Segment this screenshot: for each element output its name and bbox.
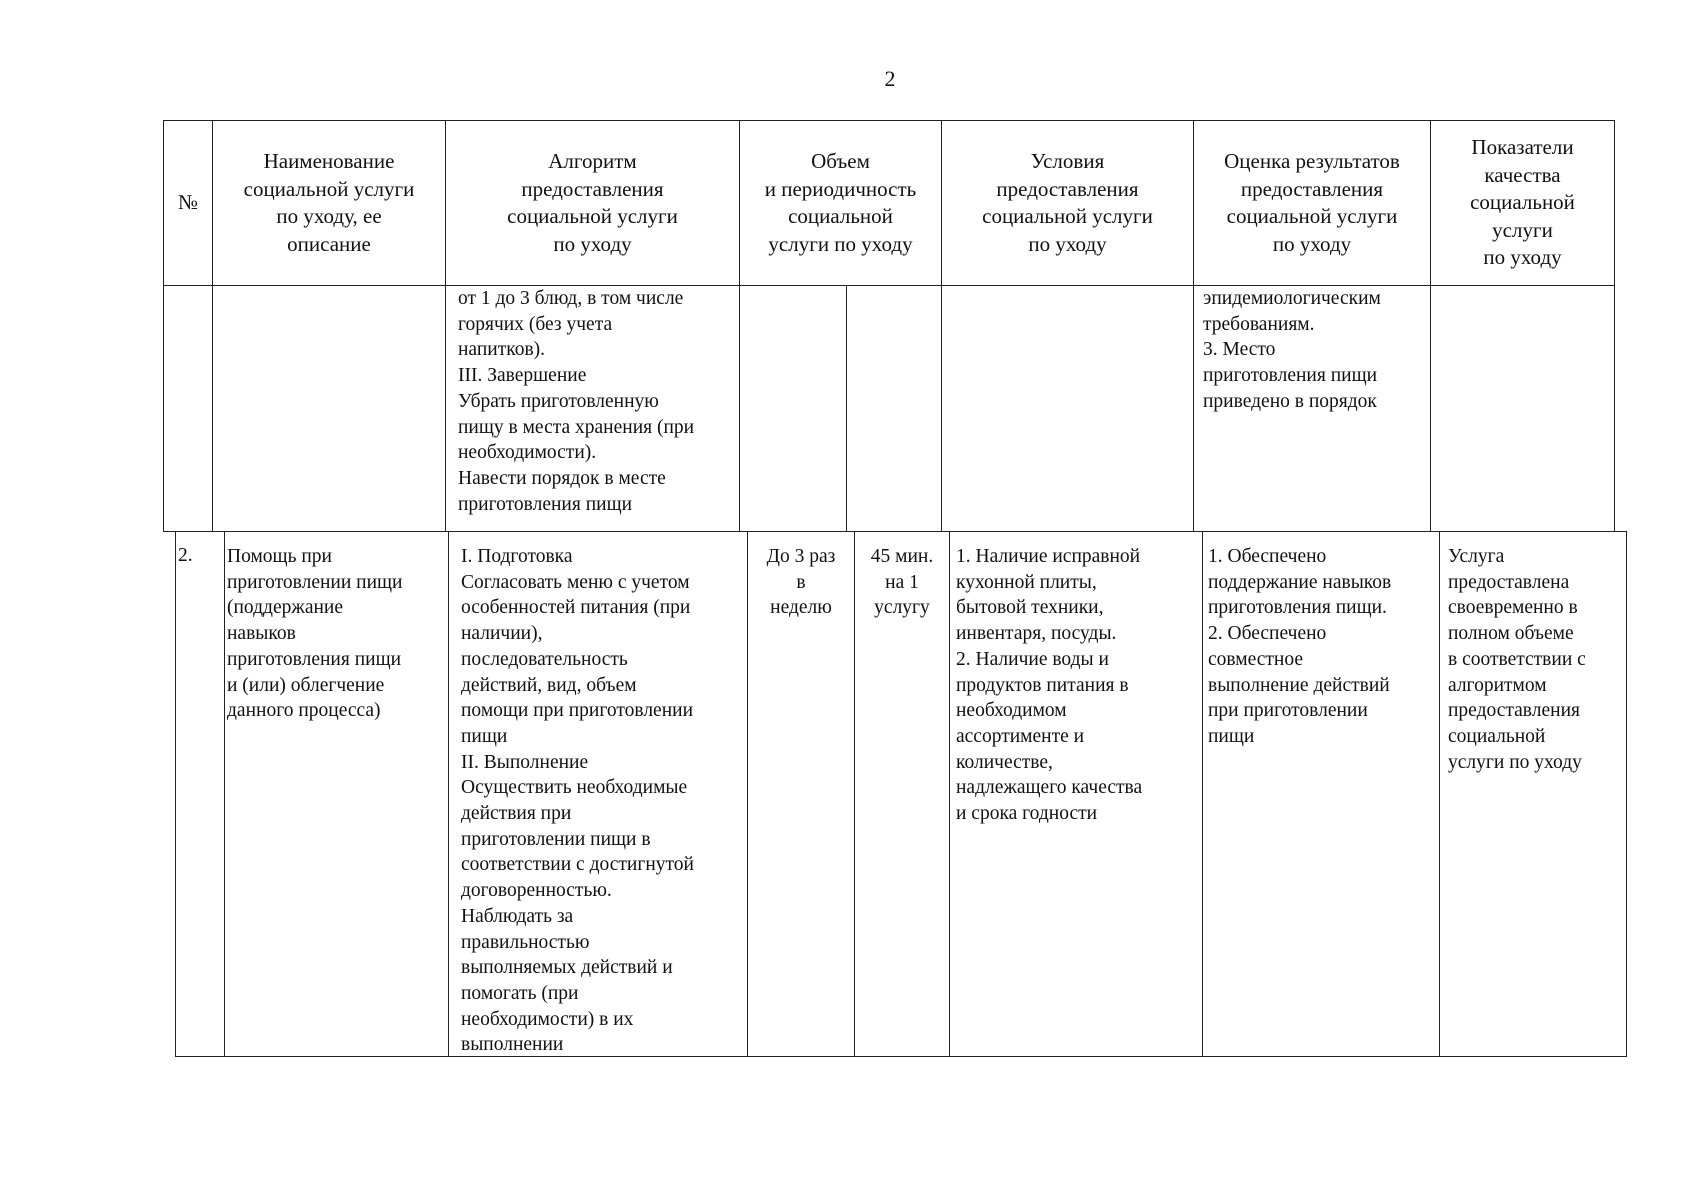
header-volume: Объем и периодичность социальной услуги по уходу [764, 149, 917, 256]
cont-cell-frequency [739, 285, 847, 532]
row2-evaluation: 1. Обеспечено поддержание навыков приготовления пищи. 2. Обеспечено совместное выполнение действий при приготовлении пищи [1208, 546, 1392, 747]
header-name: Наименование социальной услуги по уходу, ее описание [243, 149, 415, 256]
row2-duration: 45 мин. на 1 услугу [870, 546, 934, 619]
row2-conditions: 1. Наличие исправной кухонной плиты, бытовой техники, инвентаря, посуды. 2. Наличие воды и продуктов питания в необходимом ассортименте и количестве, надлежащего качества и срока годности [956, 546, 1143, 825]
header-num: № [177, 190, 199, 215]
page-number: 2 [884, 66, 896, 91]
cont-cell-duration [846, 285, 942, 532]
cont-cell-conditions [941, 285, 1194, 532]
header-algorithm: Алгоритм предоставления социальной услуги по уходу [507, 149, 678, 256]
row2-quality: Услуга предоставлена своевременно в полном объеме в соответствии с алгоритмом предоставления социальной услуги по уходу [1448, 546, 1586, 773]
header-evaluation: Оценка результатов предоставления социальной услуги по уходу [1224, 149, 1400, 256]
header-conditions: Условия предоставления социальной услуги по уходу [982, 149, 1153, 256]
row2-num: 2. [178, 545, 193, 566]
row2-algorithm: I. Подготовка Согласовать меню с учетом особенностей питания (при наличии), последовательность действий, вид, объем помощи при приготовлении пищи II. Выполнение Осуществить необходимые действия при приготовлении пищи в соответствии с достигнутой договоренностью. Наблюдать за правильностью выполняемых действий и помогать (при необходимости) в их выполнении [461, 546, 694, 1056]
cont-cell-name [212, 285, 446, 532]
cont-cell-num [163, 285, 213, 532]
row2-frequency: До 3 раз в неделю [766, 546, 836, 619]
row2-name: Помощь при приготовлении пищи (поддержание навыков приготовления пищи и (или) облегчение данного процесса) [227, 546, 403, 722]
header-quality: Показатели качества социальной услуги по уходу [1470, 135, 1575, 270]
cont-cell-quality [1430, 285, 1615, 532]
cont-evaluation-text: эпидемиологическим требованиям. 3. Место приготовления пищи приведено в порядок [1203, 288, 1381, 412]
cont-algorithm-text: от 1 до 3 блюд, в том числе горячих (без учета напитков). III. Завершение Убрать приготовленную пищу в места хранения (при необходимости). Навести порядок в месте приготовления пищи [458, 288, 695, 515]
row2-cell-num [175, 531, 225, 1057]
